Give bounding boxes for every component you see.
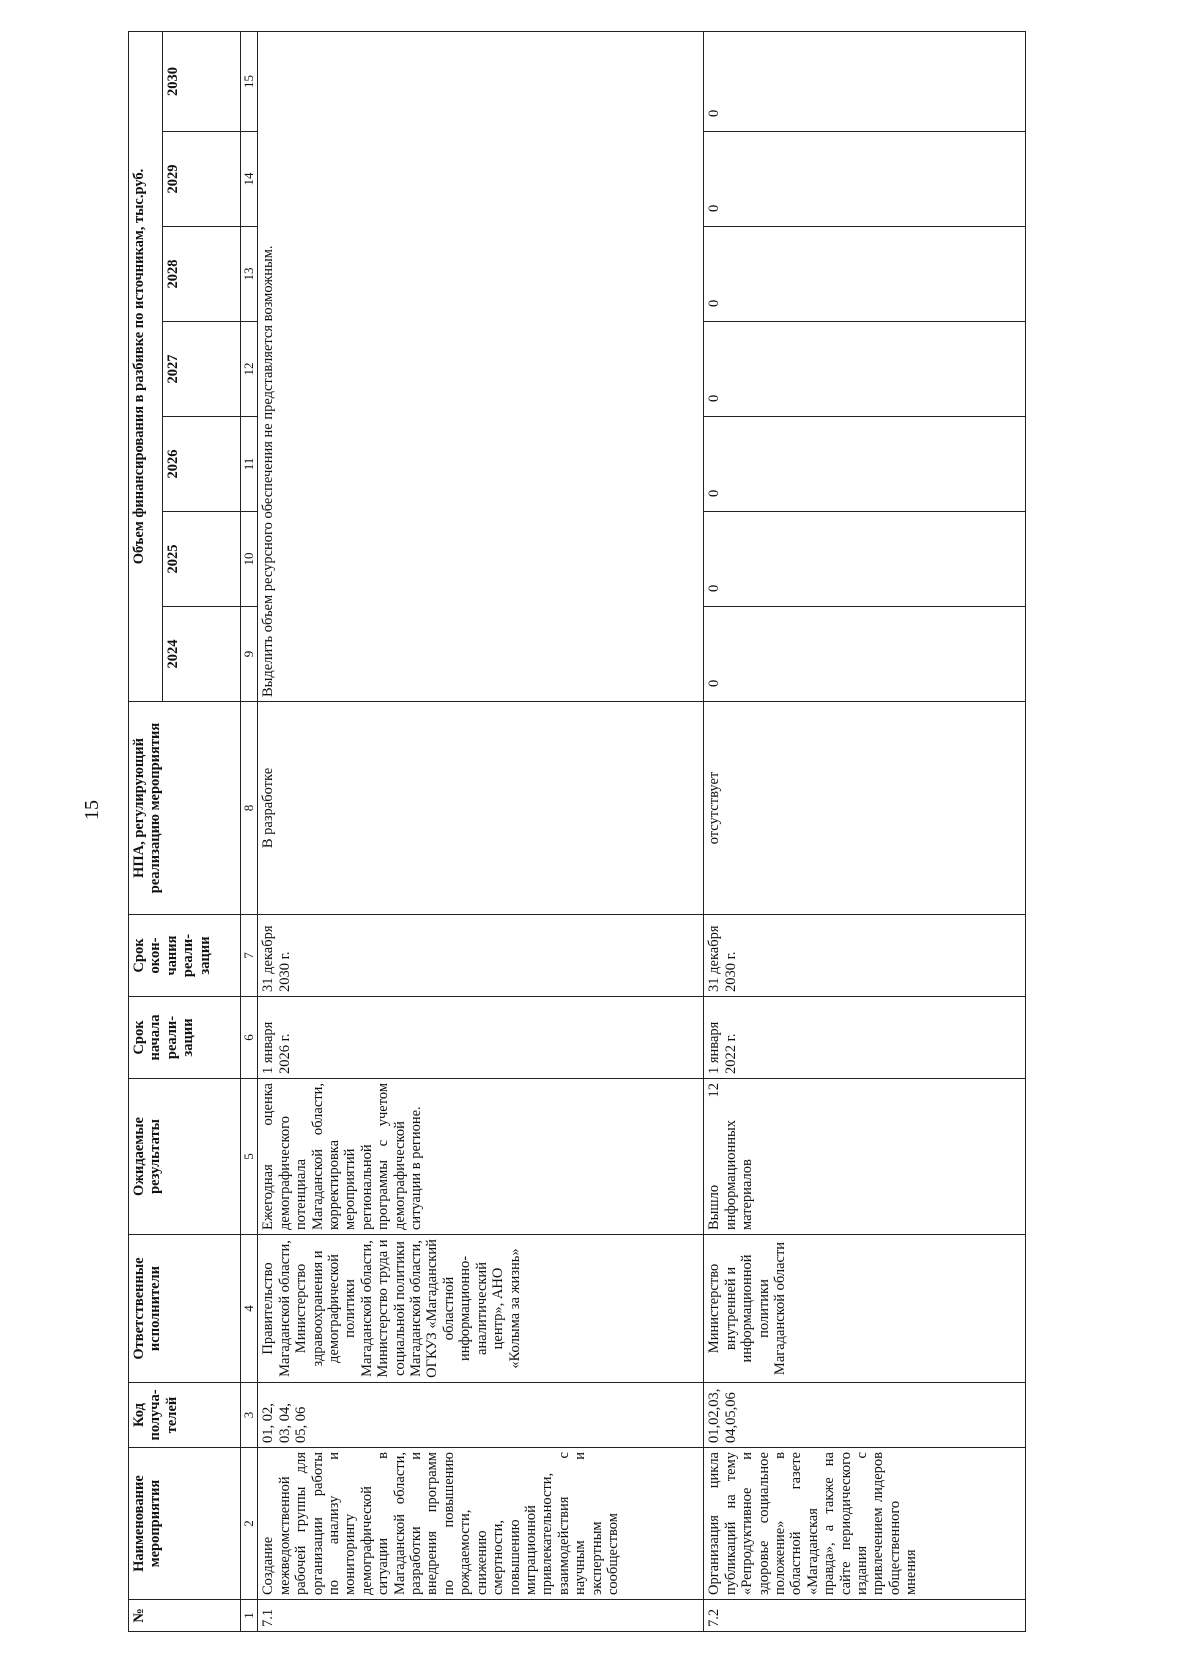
funding-value: 0 <box>704 512 1026 607</box>
program-table-sheet <box>128 32 1026 1632</box>
responsible-executors: Министерство внутренней и информационной политики Магаданской области <box>704 1235 1026 1383</box>
funding-value: 0 <box>704 227 1026 322</box>
column-number: 14 <box>241 132 258 227</box>
header-end: Срок окон-чания реали-зации <box>129 915 241 997</box>
header-results: Ожидаемые результаты <box>129 1079 241 1235</box>
table-row <box>258 31 704 1631</box>
row-number: 7.1 <box>258 1600 704 1632</box>
column-number: 13 <box>241 227 258 322</box>
column-number: 1 <box>241 1600 258 1632</box>
funding-note: Выделить объем ресурсного обеспечения не представляется возможным. <box>258 31 704 701</box>
header-year: 2027 <box>163 322 241 417</box>
header-executors: Ответственные исполнители <box>129 1235 241 1383</box>
npa-status: отсутствует <box>704 702 1026 915</box>
table-row <box>704 31 1026 1631</box>
header-year: 2025 <box>163 512 241 607</box>
end-date: 31 декабря 2030 г. <box>258 915 704 997</box>
header-name: Наименование мероприятия <box>129 1448 241 1600</box>
column-number: 10 <box>241 512 258 607</box>
start-date: 1 января 2026 г. <box>258 997 704 1079</box>
recipient-codes: 01, 02, 03, 04, 05, 06 <box>258 1383 704 1448</box>
responsible-executors: Правительство Магаданской области, Министерство здравоохранения и демографической политики Магаданской области, Министерство труда и социальной политики Магаданской области, ОГКУЗ «Магаданский областной информационно-аналитический центр», АНО «Колыма за жизнь» <box>258 1235 704 1383</box>
end-date: 31 декабря 2030 г. <box>704 915 1026 997</box>
header-year: 2026 <box>163 417 241 512</box>
funding-value: 0 <box>704 132 1026 227</box>
column-number: 3 <box>241 1383 258 1448</box>
header-year: 2029 <box>163 132 241 227</box>
column-number-row <box>241 31 258 1631</box>
npa-status: В разработке <box>258 702 704 915</box>
header-funding: Объем финансирования в разбивке по источникам, тыс.руб. <box>129 31 163 701</box>
column-number: 4 <box>241 1235 258 1383</box>
row-number: 7.2 <box>704 1600 1026 1632</box>
header-npa: НПА, регулирующий реализацию мероприятия <box>129 702 241 915</box>
header-start: Срок начала реали-зации <box>129 997 241 1079</box>
header-year: 2030 <box>163 31 241 131</box>
header-no: № <box>129 1600 241 1632</box>
column-number: 8 <box>241 702 258 915</box>
column-number: 7 <box>241 915 258 997</box>
funding-value: 0 <box>704 417 1026 512</box>
funding-value: 0 <box>704 31 1026 131</box>
header-code: Код получа-телей <box>129 1383 241 1448</box>
expected-results: Вышло 12 информационных материалов <box>704 1079 1026 1235</box>
funding-value: 0 <box>704 607 1026 702</box>
activity-name: Создание межведомственной рабочей группы для организации работы по анализу и мониторингу демографической ситуации в Магаданской области, разработки и внедрения программ по повышению рождаемости, снижению смертности, повышению миграционной привлекательности, взаимодействия с научным и экспертным сообществом <box>258 1448 704 1600</box>
header-row-top <box>129 31 163 1631</box>
expected-results: Ежегодная оценка демографического потенциала Магаданской области, корректировка мероприятий региональной программы с учетом демографической ситуации в регионе. <box>258 1079 704 1235</box>
column-number: 5 <box>241 1079 258 1235</box>
program-activities-table <box>128 31 1026 1632</box>
page-number: 15 <box>81 800 103 820</box>
column-number: 11 <box>241 417 258 512</box>
start-date: 1 января 2022 г. <box>704 997 1026 1079</box>
header-year: 2024 <box>163 607 241 702</box>
column-number: 6 <box>241 997 258 1079</box>
column-number: 15 <box>241 31 258 131</box>
header-year: 2028 <box>163 227 241 322</box>
column-number: 2 <box>241 1448 258 1600</box>
column-number: 9 <box>241 607 258 702</box>
activity-name: Организация цикла публикаций на тему «Репродуктивное и здоровье социальное положение» в областной газете «Магаданская правда», а также на сайте периодического издания с привлечением лидеров общественного мнения <box>704 1448 1026 1600</box>
column-number: 12 <box>241 322 258 417</box>
recipient-codes: 01,02,03, 04,05,06 <box>704 1383 1026 1448</box>
funding-value: 0 <box>704 322 1026 417</box>
